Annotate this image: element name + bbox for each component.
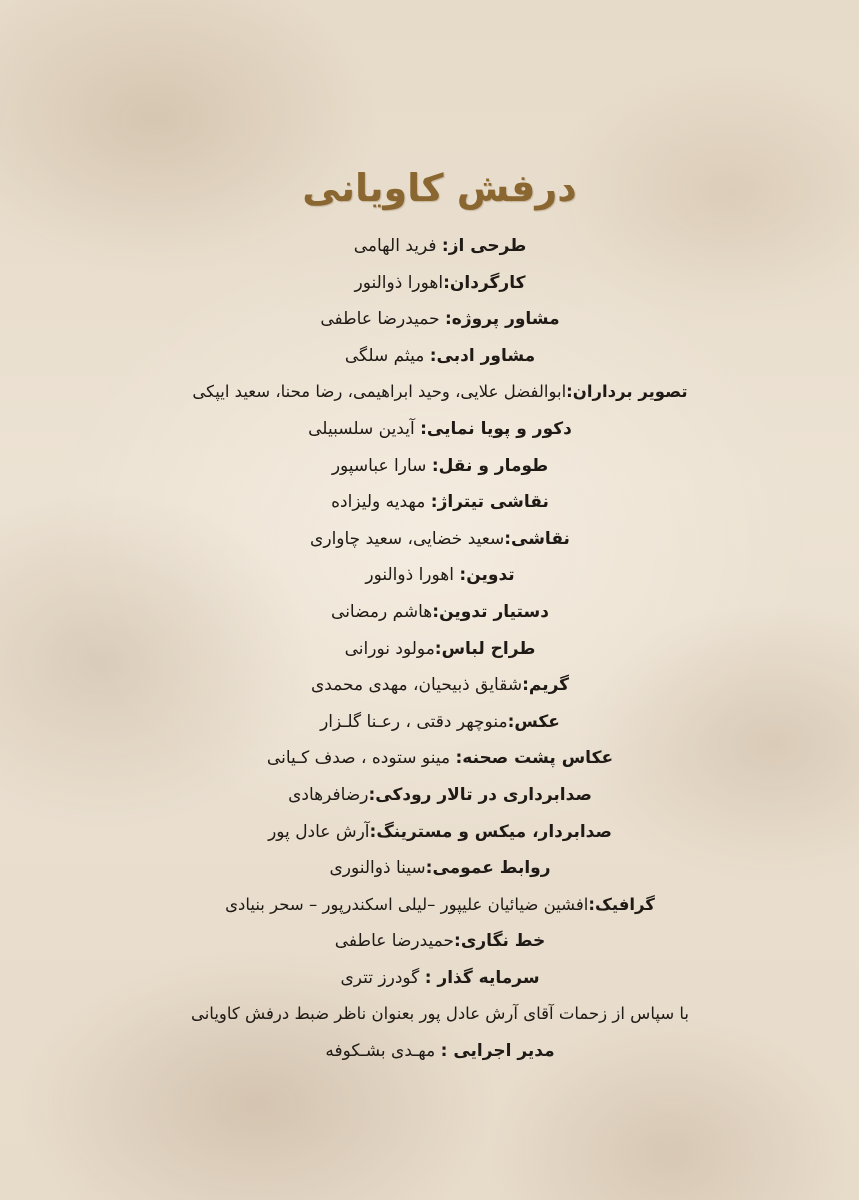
credit-value: منوچهر دقتی ، رعـنا گلـزار — [320, 711, 508, 732]
credit-label: مشاور ادبی: — [429, 345, 536, 366]
credit-line — [120, 484, 760, 521]
credits-list — [120, 228, 760, 1070]
credit-label: تصویر برداران: — [566, 382, 688, 402]
credit-value: حمیدرضا عاطفی — [334, 931, 455, 952]
credit-line — [120, 704, 760, 741]
credit-line — [120, 301, 760, 338]
credit-value: مهدیه ولیزاده — [331, 492, 426, 513]
credit-line — [120, 631, 760, 668]
credit-label: گریم: — [522, 675, 570, 696]
credit-label: مشاور پروژه: — [445, 309, 560, 330]
credit-value: آرش عادل پور — [268, 821, 370, 842]
credit-line — [120, 1033, 760, 1070]
credit-value: اهورا ذوالنور — [365, 565, 454, 586]
credit-line — [120, 740, 760, 777]
acknowledgement-text: با سپاس از زحمات آقای آرش عادل پور بعنوان ناظر ضبط درفش کاویانی — [190, 1004, 690, 1024]
credit-line — [120, 338, 760, 375]
credit-value: رضافرهادی — [288, 784, 369, 805]
credit-label: عکاس پشت صحنه: — [455, 748, 614, 769]
credit-line — [120, 777, 760, 814]
credit-value: ابوالفضل علایی، وحید ابراهیمی، رضا محنا، سعید ایپکی — [192, 382, 567, 402]
credit-line — [120, 923, 760, 960]
credit-label: تدوین: — [459, 565, 515, 586]
credit-value: گودرز تتری — [340, 967, 420, 988]
credit-line — [120, 228, 760, 265]
credit-label: روابط عمومی: — [425, 858, 551, 879]
credit-label: خط نگاری: — [454, 931, 546, 952]
credit-line — [120, 265, 760, 302]
credit-line — [120, 374, 760, 411]
credit-value: مهـدی بشـکوفه — [325, 1041, 436, 1062]
credit-value: میثم سلگی — [344, 345, 425, 366]
credit-line — [120, 814, 760, 851]
credit-label: مدیر اجرایی : — [440, 1041, 555, 1062]
acknowledgement-line — [120, 996, 760, 1033]
credit-line — [120, 521, 760, 558]
credit-value: فرید الهامی — [353, 236, 437, 256]
credit-label: دستیار تدوین: — [432, 601, 549, 622]
credit-value: سعید خضایی، سعید چاواری — [310, 528, 505, 549]
credit-value: شقایق ذبیحیان، مهدی محمدی — [310, 675, 523, 696]
credit-value: مولود نورانی — [344, 638, 435, 659]
credit-value: حمیدرضا عاطفی — [320, 309, 440, 330]
credit-line — [120, 887, 760, 924]
credit-line — [120, 557, 760, 594]
credit-label: دکور و پویا نمایی: — [420, 418, 572, 439]
credit-line — [120, 594, 760, 631]
credit-value: آیدین سلسبیلی — [308, 418, 415, 439]
credit-line — [120, 850, 760, 887]
credit-label: گرافیک: — [588, 894, 655, 914]
credit-label: عکس: — [507, 711, 560, 732]
credit-label: طراح لباس: — [434, 638, 536, 659]
credit-value: مینو ستوده ، صدف کـیانی — [266, 748, 451, 769]
credit-label: طرحی از: — [441, 236, 527, 256]
credit-value: هاشم رمضانی — [331, 601, 433, 622]
page-title: درفش کاویانی — [302, 166, 577, 210]
credit-line — [120, 448, 760, 485]
credit-value: سارا عباسپور — [331, 455, 427, 476]
credit-label: صدابرداری در تالار رودکی: — [368, 784, 592, 805]
credit-value: اهورا ذوالنور — [354, 272, 444, 293]
credit-line — [120, 960, 760, 997]
credit-label: طومار و نقل: — [431, 455, 549, 476]
credit-value: افشین ضیائیان علیپور –لیلی اسکندرپور – سحر بنیادی — [225, 894, 589, 914]
credit-line — [120, 411, 760, 448]
credit-label: کارگردان: — [443, 272, 526, 293]
credit-label: نقاشی تیتراژ: — [430, 492, 549, 513]
credit-label: سرمایه گذار : — [424, 967, 540, 988]
credit-label: نقاشی: — [504, 528, 570, 549]
credit-value: سینا ذوالنوری — [329, 858, 426, 879]
credit-line — [120, 667, 760, 704]
credit-label: صدابردار، میکس و مسترینگ: — [369, 821, 612, 842]
